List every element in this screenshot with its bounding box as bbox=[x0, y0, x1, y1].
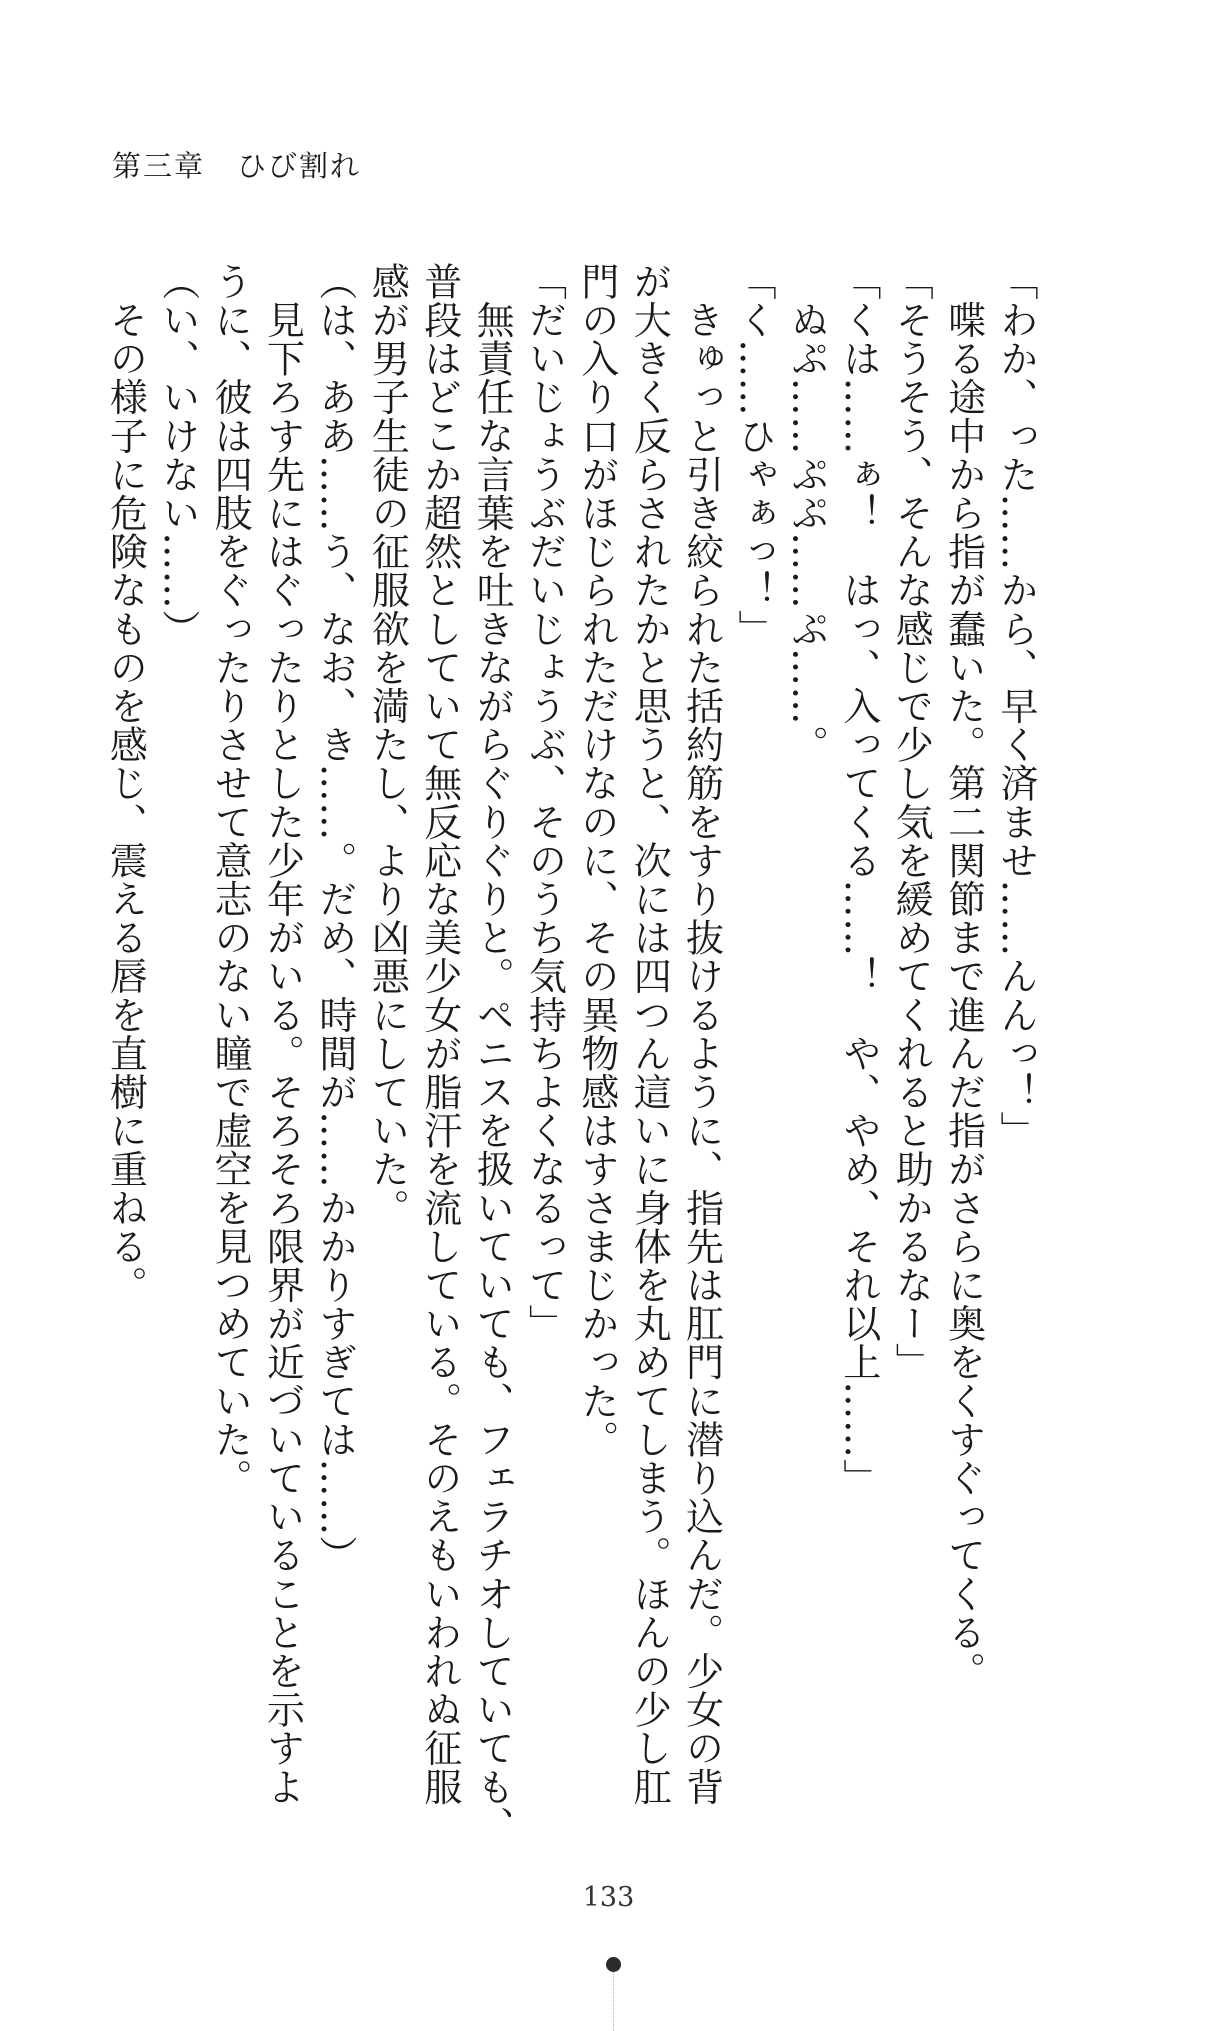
page-number: 133 bbox=[582, 1882, 635, 1913]
text-line: ぬぷ……ぷぷ……ぷ……。 bbox=[784, 262, 829, 764]
text-line: 「くは……ぁ！ はっ、入ってくる……！ や、やめ、それ以上……」 bbox=[836, 262, 881, 1498]
text-line: （い、いけない……） bbox=[155, 262, 200, 648]
text-line: 無責任な言葉を吐きながらぐりぐりと。ペニスを扱いていても、フェラチオしていても、 bbox=[470, 262, 515, 1845]
chapter-title: ひび割れ bbox=[237, 149, 362, 183]
text-line: 「だいじょうぶだいじょうぶ、そのうち気持ちよくなるって」 bbox=[522, 262, 567, 1343]
text-line: きゅっと引き絞られた括約筋をすり抜けるように、指先は肛門に潜り込んだ。少女の背 bbox=[679, 262, 724, 1806]
text-line: 門の入り口がほじられただけなのに、その異物感はすさまじかった。 bbox=[574, 262, 619, 1459]
text-line: 見下ろす先にはぐったりとした少年がいる。そろそろ限界が近づいていることを示すよ bbox=[260, 262, 305, 1806]
text-line: 喋る途中から指が蠢いた。第二関節まで進んだ指がさらに奥をくすぐってくる。 bbox=[941, 262, 986, 1691]
text-line: 「わか、った……から、早く済ませ……んんっ！」 bbox=[994, 262, 1038, 1150]
text-line: が大きく反らされたかと思うと、次には四つん這いに身体を丸めてしまう。ほんの少し肛 bbox=[627, 262, 672, 1806]
text-line: 「く……ひゃぁっ！」 bbox=[732, 262, 777, 648]
text-line: （は、ああ……う、なお、き……。だめ、時間が……かかりすぎては……） bbox=[312, 262, 357, 1575]
running-header bbox=[112, 144, 361, 185]
page-marker-dot bbox=[606, 1957, 621, 1972]
text-line: 「そうそう、そんな感じで少し気を緩めてくれると助かるなー」 bbox=[889, 262, 934, 1382]
chapter-number: 第三章 bbox=[112, 149, 206, 183]
text-line: 感が男子生徒の征服欲を満たし、より凶悪にしていた。 bbox=[365, 262, 410, 1227]
text-line: うに、彼は四肢をぐったりさせて意志のない瞳で虚空を見つめていた。 bbox=[208, 262, 253, 1498]
page-marker-trail bbox=[613, 1972, 615, 2031]
text-line: その様子に危険なものを感じ、震える唇を直樹に重ねる。 bbox=[103, 262, 148, 1305]
body-text bbox=[35, 262, 1038, 1845]
text-line: 普段はどこか超然としていて無反応な美少女が脂汗を流している。そのえもいわれぬ征服 bbox=[417, 262, 462, 1806]
